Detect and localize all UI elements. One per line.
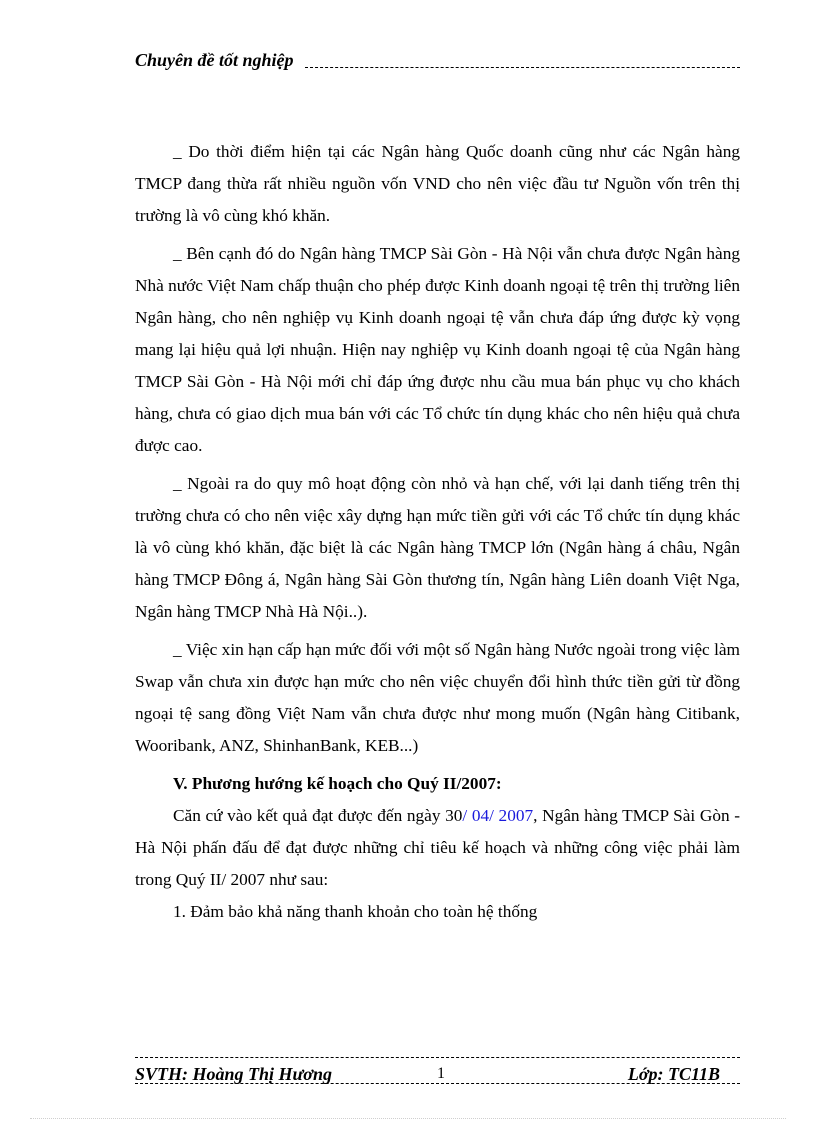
header-title: Chuyên đề tốt nghiệp — [135, 50, 294, 70]
footer-bottom-rule — [135, 1083, 740, 1084]
paragraph-investment: _ Do thời điểm hiện tại các Ngân hàng Quốc doanh cũng như các Ngân hàng TMCP đang thừa rất nhiều nguồn vốn VND cho nên việc đầu tư Nguồn vốn trên thị trường là vô cùng khó khăn. — [135, 142, 740, 225]
list-item: 1. Đảm bảo khả năng thanh khoản cho toàn hệ thống — [173, 902, 538, 921]
plan-text-start: Căn cứ vào kết quả đạt được đến ngày 30 — [173, 806, 463, 825]
paragraph-plan — [135, 800, 740, 896]
page-edge — [30, 1118, 786, 1119]
plan-text-end: , Ngân hàng TMCP Sài Gòn - Hà Nội phấn đấu để đạt được những chỉ tiêu kế hoạch và những công việc phải làm trong Quý II/ 2007 như sau: — [135, 806, 740, 889]
footer-class: Lớp: TC11B — [627, 1064, 720, 1084]
paragraph-forex: _ Bên cạnh đó do Ngân hàng TMCP Sài Gòn - Hà Nội vẫn chưa được Ngân hàng Nhà nước Việt Nam chấp thuận cho phép được Kinh doanh ngoại tệ trên thị trường liên Ngân hàng, cho nên nghiệp vụ Kinh doanh ngoại tệ vẫn chưa đáp ứng được kỳ vọng mang lại hiệu quả lợi nhuận. Hiện nay nghiệp vụ Kinh doanh ngoại tệ của Ngân hàng TMCP Sài Gòn - Hà Nội mới chỉ đáp ứng được nhu cầu mua bán phục vụ cho khách hàng, chưa có giao dịch mua bán với các Tổ chức tín dụng khác cho nên hiệu quả chưa được cao. — [135, 244, 740, 455]
footer-dashed-rule — [135, 1057, 740, 1058]
section-heading: V. Phương hướng kế hoạch cho Quý II/2007: — [173, 774, 502, 793]
page-number: 1 — [437, 1065, 445, 1082]
plan-date: / 04/ 2007 — [462, 806, 534, 825]
page-header — [135, 48, 740, 74]
paragraph-deposit-limits: _ Ngoài ra do quy mô hoạt động còn nhỏ và hạn chế, với lại danh tiếng trên thị trường chưa có cho nên việc xây dựng hạn mức tiền gửi với các Tổ chức tín dụng khác là vô cùng khó khăn, đặc biệt là các Ngân hàng TMCP lớn (Ngân hàng á châu, Ngân hàng TMCP Đông á, Ngân hàng Sài Gòn thương tín, Ngân hàng Liên doanh Việt Nga, Ngân hàng TMCP Nhà Hà Nội..). — [135, 474, 740, 621]
paragraph-swap: _ Việc xin hạn cấp hạn mức đối với một số Ngân hàng Nước ngoài trong việc làm Swap vẫn chưa xin được hạn mức cho nên việc chuyển đổi hình thức tiền gửi từ đồng ngoại tệ sang đồng Việt Nam vẫn chưa được như mong muốn (Ngân hàng Citibank, Wooribank, ANZ, ShinhanBank, KEB...) — [135, 640, 740, 755]
footer-student: SVTH: Hoàng Thị Hương — [135, 1064, 332, 1084]
header-dashed-rule — [305, 67, 740, 68]
document-body — [135, 136, 740, 928]
